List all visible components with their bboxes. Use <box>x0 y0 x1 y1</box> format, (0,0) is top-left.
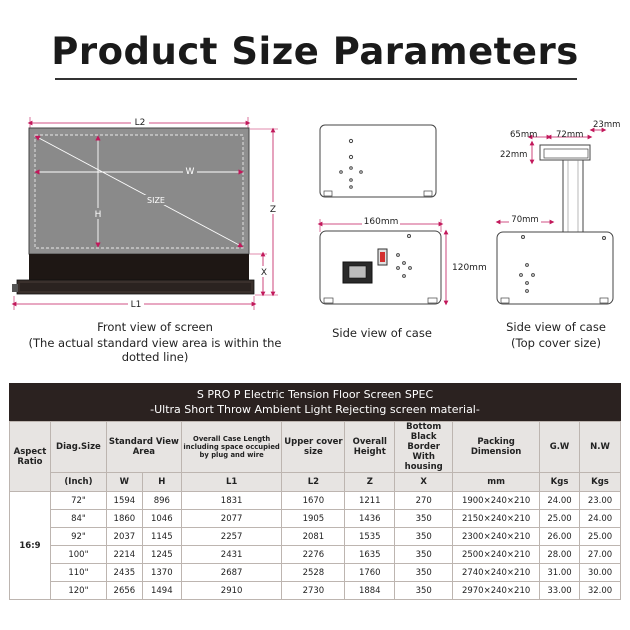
header-nw: N.W <box>579 422 620 473</box>
cell-diag: 72" <box>50 492 106 510</box>
cell-nw: 27.00 <box>579 546 620 564</box>
cell-l2: 1905 <box>282 510 345 528</box>
cell-diag: 110" <box>50 564 106 582</box>
cell-h: 1145 <box>142 528 181 546</box>
unit-x: X <box>395 473 453 492</box>
cell-x: 270 <box>395 492 453 510</box>
cell-l1: 2257 <box>181 528 282 546</box>
cell-pack: 2150×240×210 <box>453 510 540 528</box>
cell-w: 2656 <box>106 582 142 600</box>
cell-w: 2435 <box>106 564 142 582</box>
cell-z: 1635 <box>345 546 395 564</box>
header-border: Bottom Black Border With housing <box>395 422 453 473</box>
spec-subtitle: -Ultra Short Throw Ambient Light Rejecting screen material- <box>150 403 480 416</box>
cell-w: 1594 <box>106 492 142 510</box>
header-overall-height: Overall Height <box>345 422 395 473</box>
cell-pack: 2740×240×210 <box>453 564 540 582</box>
cell-h: 1370 <box>142 564 181 582</box>
cell-gw: 28.00 <box>540 546 580 564</box>
front-view-screen <box>12 116 280 310</box>
cell-nw: 32.00 <box>579 582 620 600</box>
cell-z: 1760 <box>345 564 395 582</box>
table-row <box>10 564 621 582</box>
cell-x: 350 <box>395 564 453 582</box>
cell-gw: 25.00 <box>540 510 580 528</box>
cell-w: 2037 <box>106 528 142 546</box>
cell-h: 1046 <box>142 510 181 528</box>
spec-table <box>9 421 621 600</box>
unit-nw: Kgs <box>579 473 620 492</box>
header-upper-cover: Upper cover size <box>282 422 345 473</box>
cell-l2: 2730 <box>282 582 345 600</box>
unit-mm: mm <box>453 473 540 492</box>
cell-h: 1245 <box>142 546 181 564</box>
cell-pack: 1900×240×210 <box>453 492 540 510</box>
top-cover-view <box>497 120 620 304</box>
cell-nw: 24.00 <box>579 510 620 528</box>
cell-nw: 25.00 <box>579 528 620 546</box>
header-gw: G.W <box>540 422 580 473</box>
unit-z: Z <box>345 473 395 492</box>
h-label: H <box>94 210 102 220</box>
spec-table-header <box>9 383 621 421</box>
cell-l2: 2081 <box>282 528 345 546</box>
header-view-area: Standard View Area <box>106 422 181 473</box>
unit-diag: (Inch) <box>50 473 106 492</box>
size-label: SIZE <box>147 196 165 205</box>
cell-z: 1535 <box>345 528 395 546</box>
cell-h: 1494 <box>142 582 181 600</box>
header-case-length: Overall Case Length including space occupied by plug and wire <box>181 422 282 473</box>
cell-l1: 2687 <box>181 564 282 582</box>
cell-gw: 31.00 <box>540 564 580 582</box>
l1-label: L1 <box>130 300 142 310</box>
unit-h: H <box>142 473 181 492</box>
cell-gw: 24.00 <box>540 492 580 510</box>
cell-x: 350 <box>395 510 453 528</box>
l2-label: L2 <box>134 118 146 128</box>
cell-x: 350 <box>395 582 453 600</box>
top-view-caption: Side view of case (Top cover size) <box>506 320 606 350</box>
cell-pack: 2500×240×210 <box>453 546 540 564</box>
unit-w: W <box>106 473 142 492</box>
side-width-label: 160mm <box>363 217 399 227</box>
unit-l2: L2 <box>282 473 345 492</box>
cell-nw: 23.00 <box>579 492 620 510</box>
cell-l2: 2528 <box>282 564 345 582</box>
table-row <box>10 582 621 600</box>
unit-l1: L1 <box>181 473 282 492</box>
cell-gw: 33.00 <box>540 582 580 600</box>
cell-diag: 84" <box>50 510 106 528</box>
cell-w: 1860 <box>106 510 142 528</box>
cell-z: 1211 <box>345 492 395 510</box>
header-diag: Diag.Size <box>50 422 106 473</box>
table-row <box>10 510 621 528</box>
w-label: W <box>185 167 195 177</box>
cell-pack: 2300×240×210 <box>453 528 540 546</box>
cell-x: 350 <box>395 546 453 564</box>
z-label: Z <box>269 205 277 215</box>
cell-z: 1436 <box>345 510 395 528</box>
cell-z: 1884 <box>345 582 395 600</box>
unit-gw: Kgs <box>540 473 580 492</box>
cell-gw: 26.00 <box>540 528 580 546</box>
cell-pack: 2970×240×210 <box>453 582 540 600</box>
cell-l2: 2276 <box>282 546 345 564</box>
cell-diag: 92" <box>50 528 106 546</box>
aspect-ratio-cell: 16:9 <box>10 492 51 600</box>
top-dim-70: 70mm <box>511 215 539 225</box>
header-packing: Packing Dimension <box>453 422 540 473</box>
cell-diag: 120" <box>50 582 106 600</box>
cell-h: 896 <box>142 492 181 510</box>
table-row <box>10 492 621 510</box>
spec-title: S PRO P Electric Tension Floor Screen SPEC <box>196 388 434 401</box>
cell-l1: 1831 <box>181 492 282 510</box>
cell-l2: 1670 <box>282 492 345 510</box>
cell-x: 350 <box>395 528 453 546</box>
top-dim-23: 23mm <box>593 120 621 130</box>
x-label: X <box>260 268 268 278</box>
top-dim-65: 65mm <box>510 130 538 140</box>
cell-l1: 2077 <box>181 510 282 528</box>
side-view-case <box>320 125 487 304</box>
cell-diag: 100" <box>50 546 106 564</box>
cell-l1: 2431 <box>181 546 282 564</box>
side-view-caption: Side view of case <box>332 326 432 340</box>
side-height-label: 120mm <box>452 263 487 273</box>
table-row <box>10 528 621 546</box>
cell-nw: 30.00 <box>579 564 620 582</box>
cell-w: 2214 <box>106 546 142 564</box>
cell-l1: 2910 <box>181 582 282 600</box>
top-dim-72: 72mm <box>556 130 584 140</box>
table-row <box>10 546 621 564</box>
front-view-caption: Front view of screen (The actual standard view area is within the dotted line) <box>28 320 282 364</box>
header-aspect: Aspect Ratio <box>10 422 51 492</box>
top-dim-22: 22mm <box>500 150 528 160</box>
page-title: Product Size Parameters <box>51 30 579 73</box>
